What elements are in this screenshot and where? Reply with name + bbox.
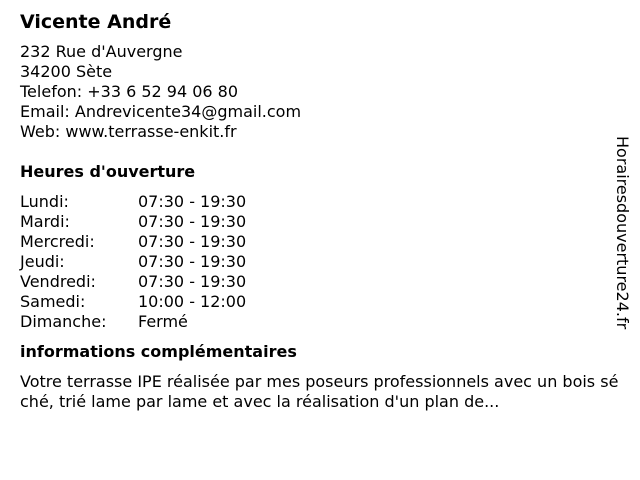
- business-name: Vicente André: [20, 11, 172, 33]
- site-watermark: Horairesdouverture24.fr: [613, 136, 632, 330]
- hours-row-friday: [20, 272, 620, 292]
- hours-value: 07:30 - 19:30: [138, 252, 247, 271]
- hours-value: 07:30 - 19:30: [138, 212, 247, 231]
- opening-hours-table: [20, 192, 620, 332]
- day-label: Mardi:: [20, 212, 70, 231]
- day-label: Mercredi:: [20, 232, 95, 251]
- day-label: Dimanche:: [20, 312, 107, 331]
- hours-row-wednesday: [20, 232, 620, 252]
- hours-row-saturday: [20, 292, 620, 312]
- hours-row-sunday: [20, 312, 620, 332]
- hours-row-tuesday: [20, 212, 620, 232]
- day-label: Samedi:: [20, 292, 86, 311]
- hours-row-thursday: [20, 252, 620, 272]
- hours-value: Fermé: [138, 312, 188, 331]
- hours-value: 10:00 - 12:00: [138, 292, 247, 311]
- day-label: Lundi:: [20, 192, 69, 211]
- hours-value: 07:30 - 19:30: [138, 272, 247, 291]
- address-city: 34200 Sète: [20, 62, 113, 81]
- hours-row-monday: [20, 192, 620, 212]
- day-label: Vendredi:: [20, 272, 96, 291]
- day-label: Jeudi:: [20, 252, 65, 271]
- hours-value: 07:30 - 19:30: [138, 192, 247, 211]
- hours-value: 07:30 - 19:30: [138, 232, 247, 251]
- website: Web: www.terrasse-enkit.fr: [20, 122, 237, 141]
- additional-info-title: informations complémentaires: [20, 342, 297, 361]
- email-address: Email: Andrevicente34@gmail.com: [20, 102, 302, 121]
- phone-number: Telefon: +33 6 52 94 06 80: [20, 82, 239, 101]
- business-description: Votre terrasse IPE réalisée par mes poseurs professionnels avec un bois séché, trié lame par lame et avec la réalisation d'un plan de...: [20, 372, 619, 411]
- business-card: [20, 10, 620, 412]
- opening-hours-title: Heures d'ouverture: [20, 162, 196, 181]
- address-street: 232 Rue d'Auvergne: [20, 42, 183, 61]
